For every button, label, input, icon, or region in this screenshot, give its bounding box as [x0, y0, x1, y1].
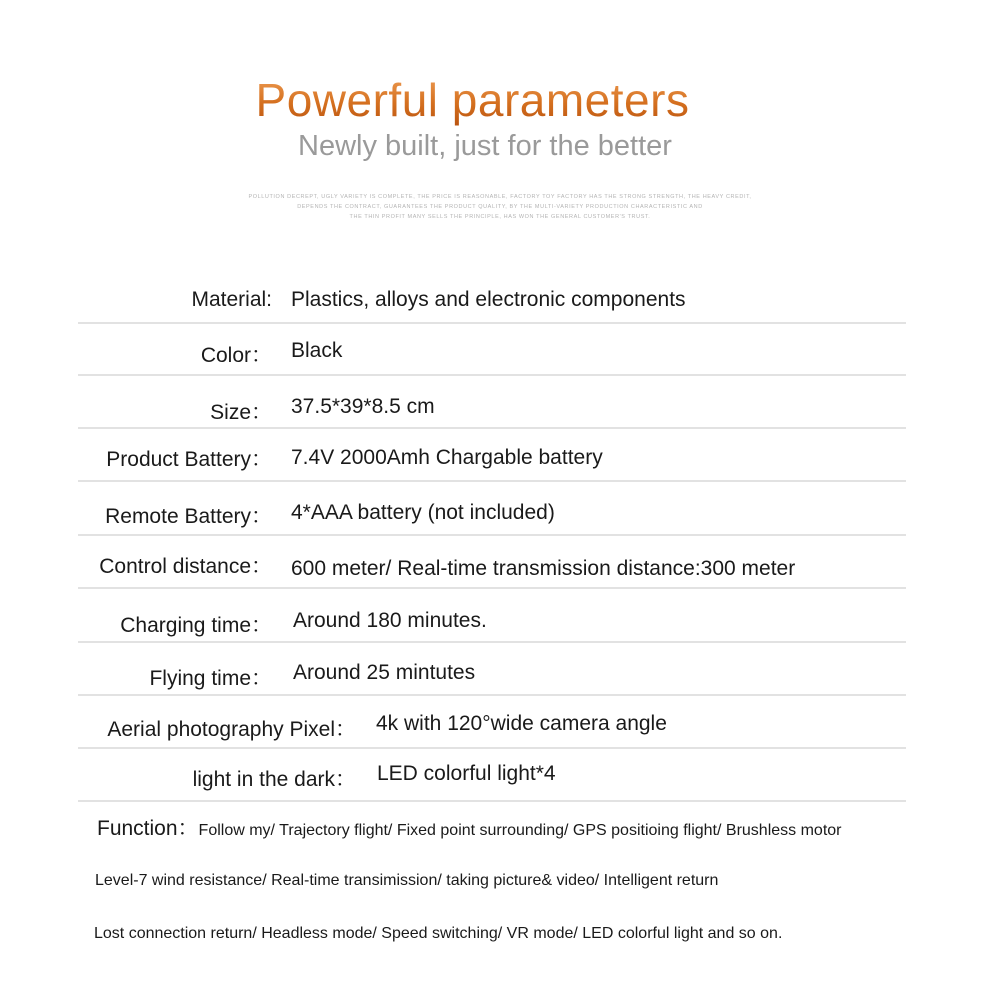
spec-label: Aerial photography Pixel：: [107, 718, 356, 741]
spec-label: Size：: [210, 401, 272, 424]
spec-value: Black: [291, 339, 343, 362]
spec-value: Around 180 minutes.: [293, 609, 487, 632]
spec-label: Remote Battery：: [105, 505, 272, 528]
spec-label: Product Battery：: [106, 448, 272, 471]
function-text: Follow my/ Trajectory flight/ Fixed point surrounding/ GPS positioing flight/ Brushless motor: [198, 822, 842, 839]
spec-value: 4k with 120°wide camera angle: [376, 712, 667, 735]
spec-row-color: [78, 324, 906, 376]
spec-value: 7.4V 2000Amh Chargable battery: [291, 446, 603, 469]
spec-value: Plastics, alloys and electronic components: [291, 288, 686, 311]
spec-value: 4*AAA battery (not included): [291, 501, 555, 524]
spec-row-aerial-pixel: [78, 697, 906, 749]
spec-value: LED colorful light*4: [377, 762, 556, 785]
function-line: Level-7 wind resistance/ Real-time transimission/ taking picture& video/ Intelligent return: [95, 872, 719, 889]
spec-value: 37.5*39*8.5 cm: [291, 395, 435, 418]
spec-label: Color：: [200, 344, 272, 367]
spec-row-product-battery: [78, 430, 906, 482]
spec-value: Around 25 mintutes: [293, 661, 476, 684]
spec-label: Flying time：: [149, 667, 272, 690]
fine-print-line: DEPENDS THE CONTRACT, GUARANTEES THE PRODUCT QUALITY, BY THE MULTI-VARIETY PRODUCTION CHARACTERISTIC AND: [297, 204, 703, 210]
fine-print-line: THE THIN PROFIT MANY SELLS THE PRINCIPLE, HAS WON THE GENERAL CUSTOMER'S TRUST.: [349, 214, 651, 220]
function-line: Lost connection return/ Headless mode/ Speed switching/ VR mode/ LED colorful light and so on.: [94, 925, 783, 942]
spec-row-control-distance: [78, 537, 906, 589]
spec-row-remote-battery: [78, 484, 906, 536]
spec-row-light: [78, 750, 906, 802]
spec-label: Material:: [191, 288, 272, 311]
spec-label: light in the dark：: [192, 768, 356, 791]
spec-row-size: [78, 377, 906, 429]
spec-value: 600 meter/ Real-time transmission distance:300 meter: [291, 557, 796, 580]
spec-label: Charging time：: [120, 614, 272, 637]
spec-row-material: [78, 272, 906, 324]
spec-label: Control distance：: [99, 555, 272, 578]
fine-print-line: POLLUTION DECREPT, UGLY VARIETY IS COMPLETE, THE PRICE IS REASONABLE, FACTORY TOY FACTORY HAS THE STRONG STRENGTH, THE HEAVY CREDIT,: [248, 194, 752, 200]
spec-row-flying-time: [78, 644, 906, 696]
page-title: Powerful parameters: [0, 72, 945, 128]
function-line: [97, 812, 841, 842]
fine-print-text: [190, 192, 810, 222]
function-label: Function：: [97, 817, 199, 840]
page-subtitle: Newly built, just for the better: [298, 130, 672, 162]
spec-row-charging-time: [78, 591, 906, 643]
